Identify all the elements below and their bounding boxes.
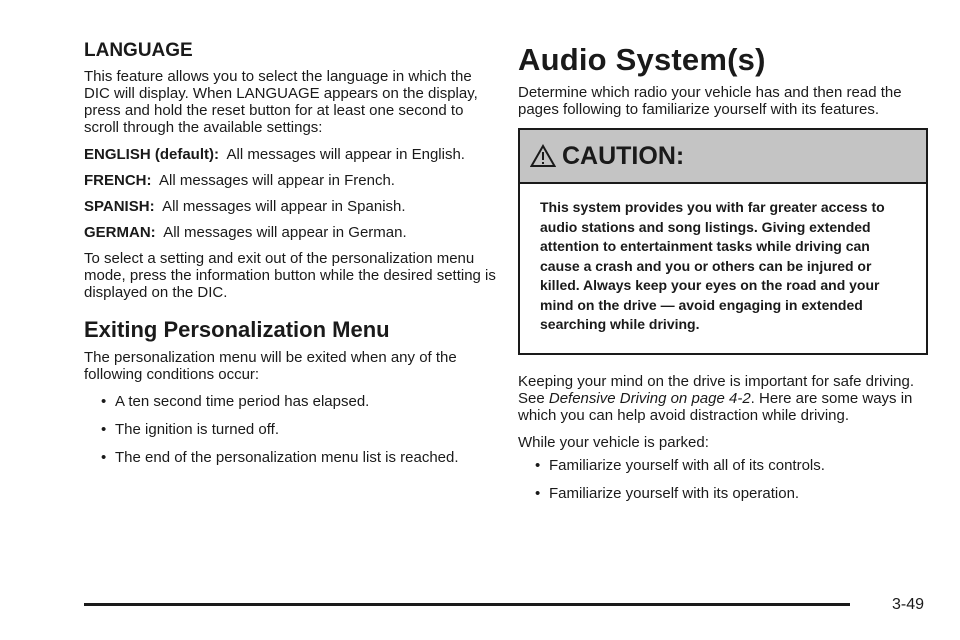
list-item [518, 485, 928, 502]
option-german [84, 224, 496, 241]
exit-intro: The personalization menu will be exited when any of the following conditions occur: [84, 349, 457, 383]
caution-body: This system provides you with far greater access to audio stations and song listings. Giving extended attention to entertainment tasks while driving can cause a crash and you or others can be injured or killed. Always keep your eyes on the road and your mind on the drive — avoid engaging in extended searching while driving. [540, 199, 885, 332]
list-item-text: Familiarize yourself with all of its controls. [549, 456, 825, 474]
option-text: All messages will appear in French. [159, 172, 395, 189]
parked-list [518, 457, 928, 502]
footer-rule [84, 603, 850, 606]
option-term: FRENCH: [84, 172, 152, 189]
parked-intro: While your vehicle is parked: [518, 433, 709, 451]
right-column [518, 40, 928, 513]
audio-heading: Audio System(s) [518, 42, 766, 77]
list-item-text: A ten second time period has elapsed. [115, 393, 370, 410]
bullet-icon: • [101, 421, 107, 438]
caution-header [520, 130, 926, 184]
list-item [84, 393, 496, 410]
list-item-text: Familiarize yourself with its operation. [549, 484, 800, 502]
option-french [84, 172, 496, 189]
option-text: All messages will appear in German. [163, 224, 407, 241]
keeping-pre: Keeping your mind on the drive is important for safe driving. See [518, 372, 915, 407]
caution-box [518, 128, 928, 355]
page-number: 3-49 [891, 596, 924, 613]
bullet-icon: • [101, 449, 107, 466]
cross-reference-link[interactable]: Defensive Driving on page 4-2 [548, 389, 751, 407]
option-english [84, 146, 496, 163]
option-text: All messages will appear in Spanish. [162, 198, 406, 215]
exit-heading: Exiting Personalization Menu [84, 317, 390, 342]
warning-triangle-icon [530, 144, 556, 168]
list-item-text: The end of the personalization menu list is reached. [115, 449, 459, 466]
exit-conditions-list [84, 393, 496, 466]
keeping-mind-text [518, 373, 928, 424]
list-item [84, 421, 496, 438]
left-column [84, 40, 496, 477]
list-item-text: The ignition is turned off. [115, 421, 279, 438]
bullet-icon: • [535, 456, 541, 474]
option-text: All messages will appear in English. [226, 146, 465, 163]
option-spanish [84, 198, 496, 215]
list-item [518, 457, 928, 474]
language-heading: LANGUAGE [84, 40, 193, 61]
select-setting-text: To select a setting and exit out of the personalization menu mode, press the information button while the desired setting is displayed on the DIC. [84, 250, 496, 301]
option-term: ENGLISH (default): [84, 146, 219, 163]
option-term: GERMAN: [84, 224, 156, 241]
language-intro: This feature allows you to select the language in which the DIC will display. When LANGUAGE appears on the display, press and hold the reset button for at least one second to scroll through the available settings: [84, 68, 478, 136]
caution-title: CAUTION: [562, 141, 685, 170]
keeping-post: . Here are some ways in which you can help avoid distraction while driving. [518, 389, 913, 424]
list-item [84, 449, 496, 466]
bullet-icon: • [101, 393, 107, 410]
audio-intro: Determine which radio your vehicle has and then read the pages following to familiarize yourself with its features. [518, 84, 902, 118]
bullet-icon: • [535, 484, 541, 502]
option-term: SPANISH: [84, 198, 155, 215]
